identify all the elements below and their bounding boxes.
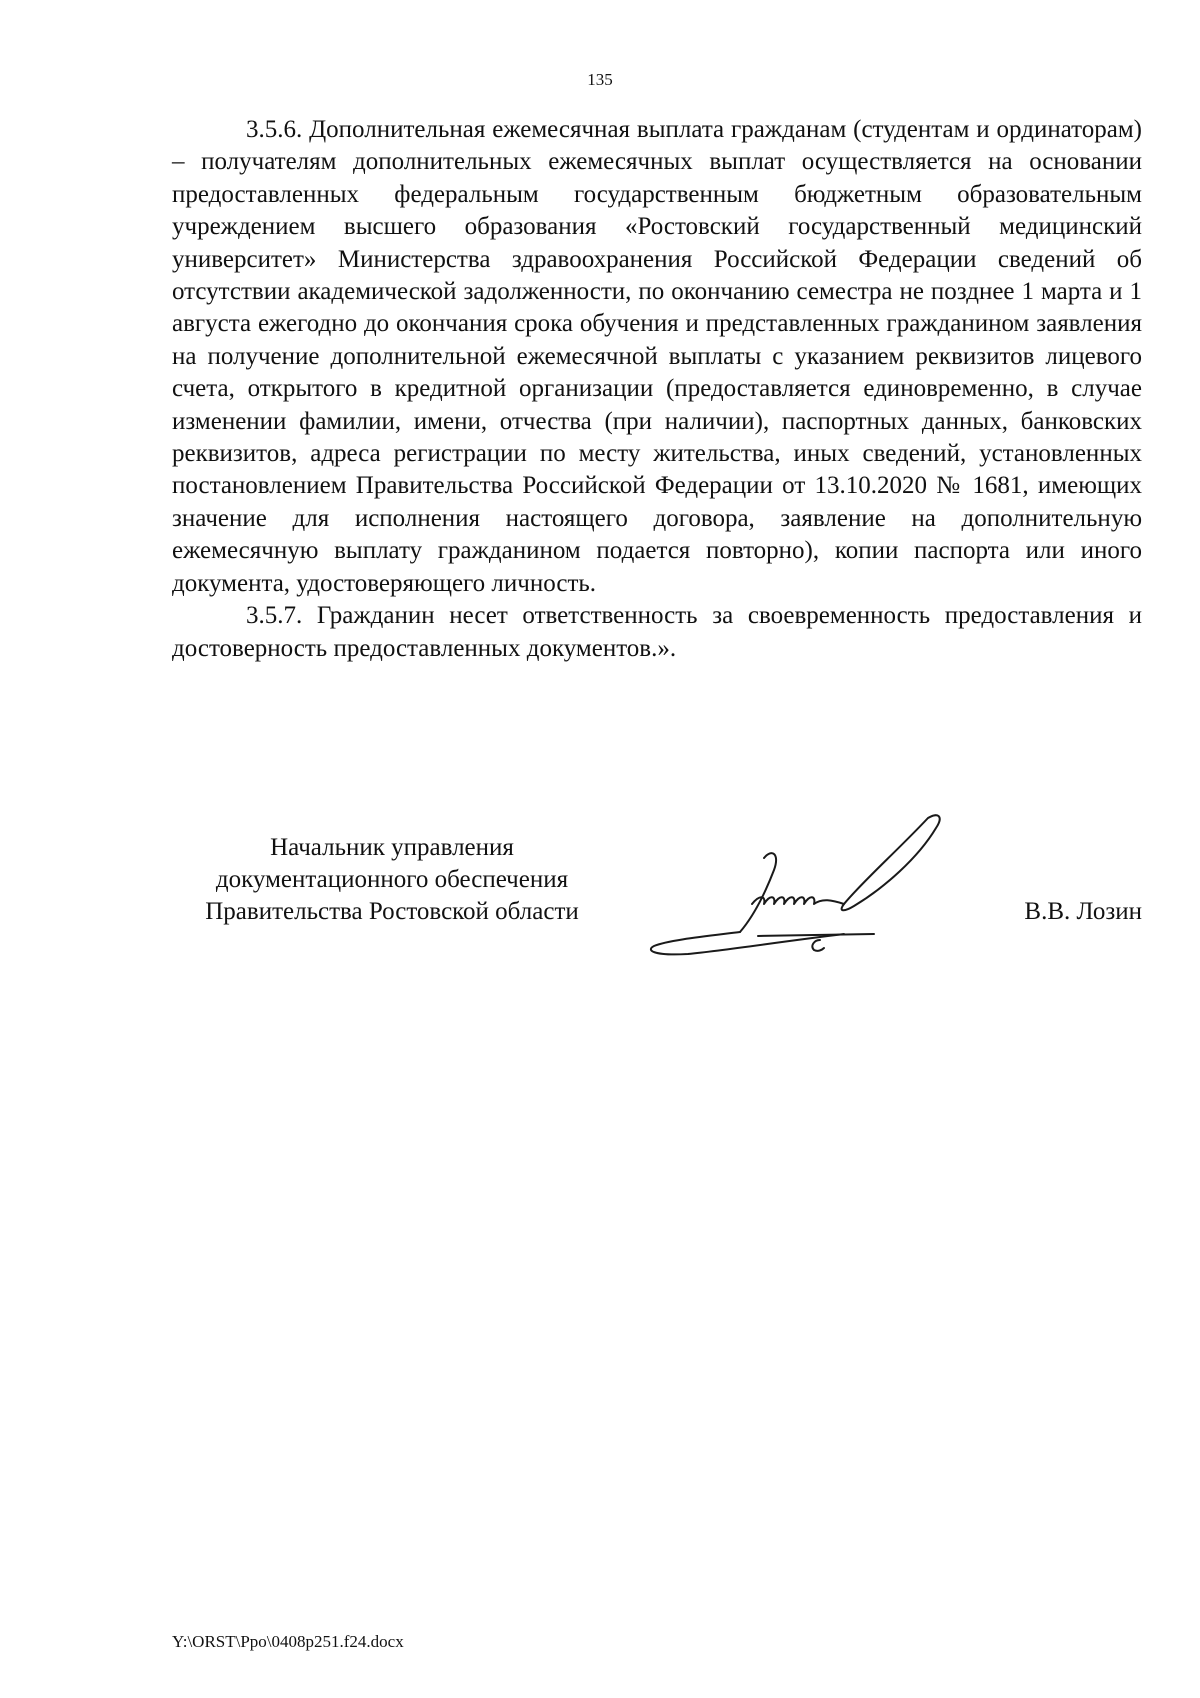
signatory-title-line: Правительства Ростовской области [205,898,579,925]
paragraph-3-5-7: 3.5.7. Гражданин несет ответственность за своевременность предоставления и достоверность предоставленных документов.». [172,602,1142,662]
signatory-title-line: Начальник управления [270,834,514,861]
signatory-title [172,832,612,928]
paragraph-3-5-6: 3.5.6. Дополнительная ежемесячная выплата гражданам (студентам и ординаторам) – получателям дополнительных ежемесячных выплат осуществляется на основании предоставленных федеральным государственным бюджетным образовательным учреждением высшего образования «Ростовский государственный медицинский университет» Министерства здравоохранения Российской Федерации сведений об отсутствии академической задолженности, по окончанию семестра не позднее 1 марта и 1 августа ежегодно до окончания срока обучения и представленных гражданином заявления на получение дополнительной ежемесячной выплаты с указанием реквизитов лицевого счета, открытого в кредитной организации (предоставляется единовременно, в случае изменении фамилии, имени, отчества (при наличии), паспортных данных, банковских реквизитов, адреса регистрации по месту жительства, иных сведений, установленных постановлением Правительства Российской Федерации от 13.10.2020 № 1681, имеющих значение для исполнения настоящего договора, заявление на дополнительную ежемесячную выплату гражданином подается повторно), копии паспорта или иного документа, удостоверяющего личность. [172,116,1142,597]
document-body [172,114,1142,665]
page-number: 135 [587,70,613,89]
signatory-name: В.В. Лозин [1024,898,1142,925]
handwritten-signature [648,800,988,960]
signatory-title-line: документационного обеспечения [215,866,569,893]
file-path-footer: Y:\ORST\Ppo\0408p251.f24.docx [172,1632,404,1651]
